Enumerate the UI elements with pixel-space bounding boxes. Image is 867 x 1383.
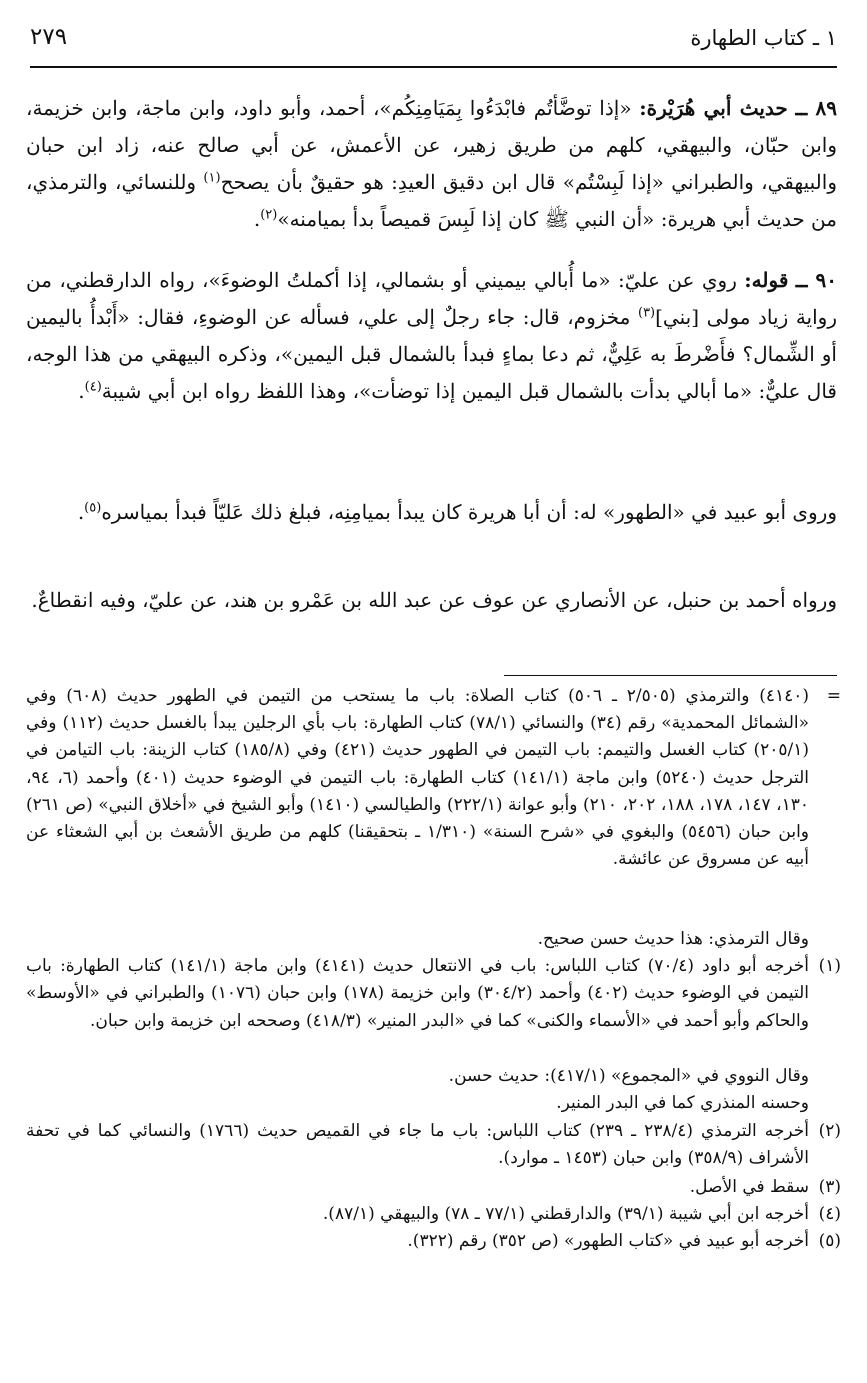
main-text: [26, 90, 837, 660]
footnote-4: [26, 1201, 841, 1228]
footnote-ref[interactable]: (٢): [260, 207, 278, 223]
paragraph-text: .: [78, 379, 85, 403]
entry-lead: قوله:: [744, 268, 789, 292]
paragraph-text: وروى أبو عبيد في «الطهور» له: أن أبا هريرة كان يبدأ بميامِنِه، فبلغ ذلك عَليّاً فبدأ بمياسره: [101, 500, 837, 524]
footnote-3: [26, 1174, 841, 1201]
footnote-text: أخرجه أبو عبيد في «كتاب الطهور» (ص ٣٥٢) رقم (٣٢٢).: [407, 1231, 809, 1252]
footnote-continuation: [26, 683, 841, 926]
footnote-ref[interactable]: (٤): [84, 379, 102, 395]
paragraph-text: «إذا توضَّأتُم فابْدَءُوا بِمَيَامِنِكُم»، أحمد، وأبو داود، وابن ماجة، وابن خزيمة، وابن حبّان، والبيهقي، كلهم من طريق زهير، عن الأعمش، عن أبي صالح عنه، زاد ابن حبان والبيهقي، والطبراني «إذا لَبِسْتُم» قال ابن دقيق العيدِ: هو حقيقٌ بأن يصحح: [26, 96, 837, 194]
paragraph-text: ورواه أحمد بن حنبل، عن الأنصاري عن عوف عن عبد الله بن عَمْرو بن هند، عن عليّ، وفيه انقطاعٌ.: [31, 588, 837, 612]
chapter-title: ١ ـ كتاب الطهارة: [690, 26, 837, 50]
footnotes: [26, 683, 841, 1255]
footnote-text: أخرجه ابن أبي شيبة (٣٩/١) والدارقطني (٧٧/١ ـ ٧٨) والبيهقي (٨٧/١).: [322, 1203, 809, 1224]
paragraph-90: [26, 262, 837, 484]
footnote-text: (٤١٤٠) والترمذي (٢/٥٠٥ ـ ٥٠٦) كتاب الصلاة: باب ما يستحب من التيمن في الطهور حديث (٦٠٨) وفي «الشمائل المحمدية» رقم (٣٤) والنسائي (٧٨/١) كتاب الطهارة: باب بأي الرجلين يبدأ بالغسل حديث (١١٢) وفي (٢٠٥/١) كتاب الغسل والتيمم: باب التيمن في الطهور حديث (٤٢١) وفي (١٨٥/٨) كتاب الزينة: باب التيامن في الترجل حديث (٥٢٤٠) وابن ماجة (١٤١/١) كتاب الطهارة: باب التيمن في الوضوء حديث (٤٠١) وأحمد (٦، ٩٤، ١٣٠، ١٤٧، ١٧٨، ١٨٨، ٢٠٢، ٢١٠) وأبو عوانة (٢٢٢/١) والطيالسي (١٤١٠) وأبو الشيخ في «أخلاق النبي» (ص ٢٦١) وابن حبان (٥٤٥٦) والبغوي في «شرح السنة» (١/٣١٠ ـ بتحقيقنا) كلهم من طريق الأشعث بن أبي الشعثاء عن أبيه عن مسروق عن عائشة.: [26, 686, 810, 870]
footnote-marker: (٣): [818, 1176, 841, 1197]
footnote-ref[interactable]: (٥): [84, 500, 102, 516]
footnote-separator: [504, 675, 837, 676]
paragraph-89: [26, 90, 837, 252]
entry-lead: حديث أبي هُرَيْرة:: [639, 96, 788, 120]
paragraph-abu-ubaid: [26, 494, 837, 572]
footnote-ref[interactable]: (٣): [637, 305, 656, 321]
footnote-text: سقط في الأصل.: [689, 1176, 809, 1197]
paragraph-text: .: [253, 207, 261, 231]
footnote-note: وحسنه المنذري كما في البدر المنير.: [556, 1093, 809, 1114]
page-header: [30, 22, 837, 68]
paragraph-text: مخزوم، قال: جاء رجلٌ إلى علي، فسأله عن الوضوءِ، فقال: «أَبْدأُ باليمين أو الشِّمال؟ فأَضْرطَ به عَلِيٌّ، ثم دعا بماءٍ فبدأ بالشمال قبل اليمين»، وذكره البيهقي من هذا الوجه، قال عليٌّ: «ما أبالي بدأت بالشمال قبل اليمين إذا توضأت»، وهذا اللفظ رواه ابن أبي شيبة: [26, 305, 837, 403]
footnote-1: [26, 953, 841, 1063]
footnote-2: [26, 1118, 841, 1174]
paragraph-text: .: [77, 500, 85, 524]
paragraph-ahmad: [26, 582, 837, 660]
footnote-note: وقال الترمذي: هذا حديث حسن صحيح.: [537, 929, 809, 949]
footnote-marker: (٢): [818, 1120, 841, 1141]
footnote-5: [26, 1228, 841, 1255]
paragraph-text: وللنسائي، والترمذي، من حديث أبي هريرة: «أن النبي ﷺ كان إذا لَبِسَ قميصاً بدأ بميامنه»: [26, 170, 837, 231]
entry-number: ٨٩ ــ: [795, 96, 837, 120]
entry-number: ٩٠ ــ: [795, 268, 837, 292]
paragraph-text: روي عن عليّ: «ما أُبالي بيميني أو بشمالي، إذا أكملتُ الوضوءَ»، رواه الدارقطني، من رواية زياد مولى [بني]: [26, 268, 837, 329]
footnote-text: أخرجه أبو داود (٧٠/٤) كتاب اللباس: باب في الانتعال حديث (٤١٤١) وابن ماجة (١٤١/١) كتاب الطهارة: باب التيمن في الوضوء حديث (٤٠٢) وأحمد (٣٠٤/٢) وابن خزيمة (١٧٨) وابن حبان (١٠٧٦) والطبراني في «الأوسط» والحاكم وأبو أحمد في «الأسماء والكنى» كما في «البدر المنير» (٤١٨/٣) وصححه ابن خزيمة وابن حبان.: [26, 956, 809, 1031]
footnote-ref[interactable]: (١): [203, 170, 221, 186]
footnote-text: أخرجه الترمذي (٢٣٨/٤ ـ ٢٣٩) كتاب اللباس: باب ما جاء في القميص حديث (١٧٦٦) والنسائي كما في تحفة الأشراف (٣٥٨/٩) وابن حبان (١٤٥٣ ـ موارد).: [26, 1120, 809, 1168]
footnote-marker: (٤): [818, 1203, 841, 1224]
footnote-marker: =: [826, 686, 841, 706]
footnote-marker: (٥): [818, 1231, 841, 1252]
page-number: ٢٧٩: [30, 24, 68, 50]
footnote-marker: (١): [818, 956, 841, 977]
footnote-note: وقال النووي في «المجموع» (٤١٧/١): حديث حسن.: [448, 1066, 809, 1087]
